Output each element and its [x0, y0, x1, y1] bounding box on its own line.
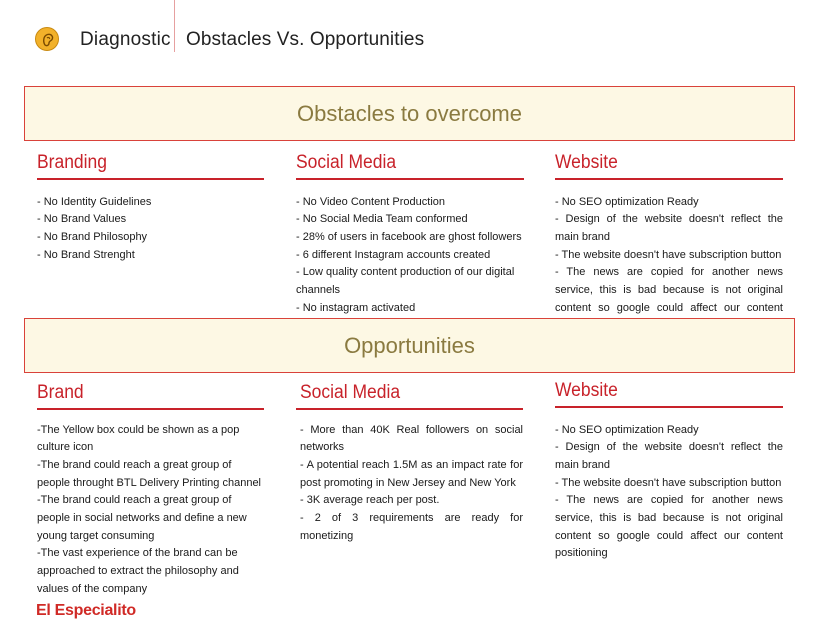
opportunities-banner-label: Opportunities	[344, 332, 475, 358]
logo-ear-icon	[35, 27, 59, 51]
obstacles-branding-list	[37, 194, 264, 265]
opportunities-brand-column	[37, 380, 264, 599]
list-item: -The vast experience of the brand can be approached to extract the philosophy and values of the company	[37, 547, 239, 595]
list-item: - The news are copied for another news service, this is bad because is not original content so google could affect our content	[555, 266, 783, 314]
heading-rule	[37, 178, 264, 180]
list-item: - More than 40K Real followers on social networks	[300, 423, 523, 454]
list-item: -The brand could reach a great group of people throught BTL Delivery Printing channel	[37, 458, 262, 489]
opportunities-website-list	[555, 422, 783, 564]
opportunities-brand-heading: Brand	[37, 382, 84, 403]
list-item: - 2 of 3 requirements are ready for monetizing	[300, 512, 523, 542]
list-item: - 28% of users in facebook are ghost followers	[296, 230, 522, 243]
page-title: Diagnostic	[80, 29, 171, 50]
list-item: - No Social Media Team conformed	[296, 213, 468, 226]
list-item: -The Yellow box could be shown as a pop culture icon	[37, 423, 240, 454]
list-item: - No SEO optimization Ready	[555, 423, 699, 436]
heading-rule	[296, 408, 523, 410]
opportunities-banner	[24, 318, 795, 373]
list-item: - The website doesn't have subscription button	[555, 248, 782, 261]
heading-rule	[555, 406, 783, 408]
obstacles-social-list	[296, 194, 524, 318]
opportunities-website-column	[555, 378, 783, 563]
list-item: - No Brand Strenght	[37, 248, 135, 261]
obstacles-banner-label: Obstacles to overcome	[297, 100, 522, 126]
list-item: - 6 different Instagram accounts created	[296, 248, 491, 261]
list-item: -The brand could reach a great group of people in social networks and define a new young target consuming	[37, 494, 247, 542]
obstacles-social-heading: Social Media	[296, 152, 397, 173]
obstacles-branding-heading: Branding	[37, 152, 107, 173]
heading-rule	[37, 408, 264, 410]
heading-rule	[296, 178, 524, 180]
footer-brand-logo: El Especialito	[36, 602, 136, 619]
opportunities-social-column	[300, 380, 523, 545]
opportunities-social-heading: Social Media	[300, 382, 401, 403]
list-item: - A potential reach 1.5M as an impact rate for post promoting in New Jersey and New York	[300, 458, 523, 489]
obstacles-website-heading: Website	[555, 152, 618, 173]
opportunities-social-list	[300, 422, 523, 546]
obstacles-social-column	[296, 150, 524, 317]
obstacles-website-list	[555, 194, 783, 336]
list-item: - No instagram activated	[296, 301, 416, 314]
list-item: - The website doesn't have subscription button	[555, 476, 782, 489]
list-item: - Design of the website doesn't reflect the main brand	[555, 213, 783, 243]
page-subtitle: Obstacles Vs. Opportunities	[186, 29, 425, 50]
opportunities-website-heading: Website	[555, 380, 618, 401]
list-item: - The news are copied for another news service, this is bad because is not original content so google could affect our content positioning	[555, 494, 783, 560]
obstacles-website-column	[555, 150, 783, 335]
list-item: - No Identity Guidelines	[37, 195, 152, 208]
list-item: - No Brand Values	[37, 213, 127, 226]
opportunities-brand-list	[37, 422, 264, 599]
obstacles-banner	[24, 86, 795, 141]
list-item: - No Brand Philosophy	[37, 230, 148, 243]
header-divider	[174, 0, 175, 52]
heading-rule	[555, 178, 783, 180]
list-item: - No SEO optimization Ready	[555, 195, 699, 208]
list-item: - Low quality content production of our digital channels	[296, 266, 515, 297]
list-item: - Design of the website doesn't reflect the main brand	[555, 441, 783, 471]
list-item: - No Video Content Production	[296, 195, 445, 208]
obstacles-branding-column	[37, 150, 264, 264]
list-item: - 3K average reach per post.	[300, 494, 440, 507]
